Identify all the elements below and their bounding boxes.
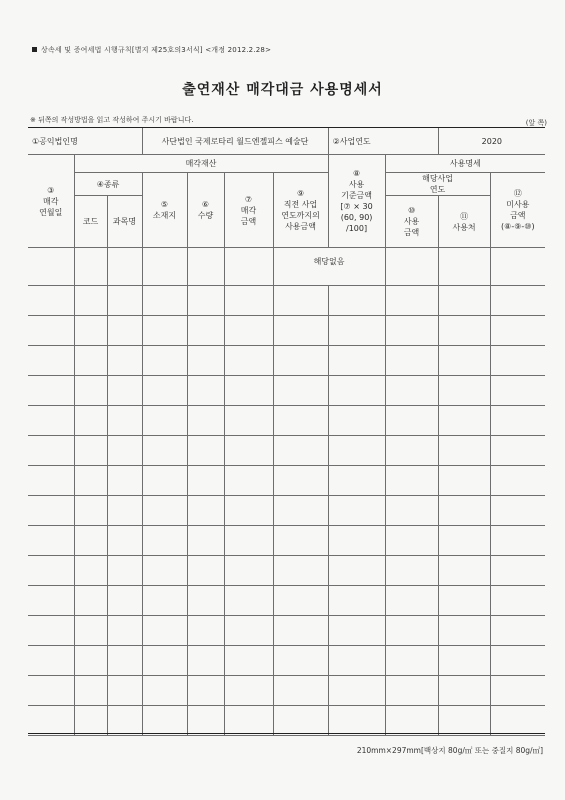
table-row [28,496,545,526]
col-code: 코드 [74,196,107,248]
table-row [28,316,545,346]
table-row [28,286,545,316]
col-base-amount: ⑧ 사용 기준금액 [⑦ × 30 (60, 90) /100] [328,155,385,248]
table-row [28,676,545,706]
none-text: 해당없음 [273,248,385,286]
header-row-1 [28,155,545,173]
col-unused-amount: ⑫ 미사용 금액 (⑧-⑨-⑩) [490,173,545,248]
table-row [28,556,545,586]
table-row [28,646,545,676]
table-row [28,436,545,466]
instruction-note: ※ 뒤쪽의 작성방법을 읽고 작성하여 주시기 바랍니다. [30,116,194,124]
table-row [28,616,545,646]
col-quantity: ⑥ 수량 [187,173,224,248]
table-row [28,526,545,556]
col-sale-amount: ⑦ 매각 금액 [224,173,273,248]
info-row [28,128,545,155]
table-row [28,406,545,436]
col-usage-place: ⑪ 사용처 [438,196,490,248]
paper-spec: 210mm×297mm[백상지 80g/㎡ 또는 중질지 80g/㎡] [356,746,543,755]
page-side-label: (앞 쪽) [525,119,547,127]
table-row [28,248,545,286]
col-kind: ④종류 [74,173,142,196]
header-row-2 [28,173,545,175]
col-prior-used: ⑨ 직전 사업 연도까지의 사용금액 [273,173,328,248]
col-account-name: 과목명 [107,196,142,248]
table-row [28,706,545,736]
square-bullet-icon [32,47,37,52]
table-row [28,346,545,376]
org-name-label: ①공익법인명 [28,128,142,155]
col-group-sold-property: 매각재산 [74,155,328,173]
table-row [28,376,545,406]
business-year-label: ②사업연도 [328,128,438,155]
usage-statement-table [28,128,545,736]
table-row [28,586,545,616]
table-row [28,466,545,496]
bottom-rule [28,733,545,734]
col-sale-date: ③ 매각 연월일 [28,155,74,248]
page-title: 출연재산 매각대금 사용명세서 [182,82,383,98]
col-location: ⑤ 소재지 [142,173,187,248]
col-used-amount: ⑩ 사용 금액 [385,196,438,248]
col-group-current-year: 해당사업 연도 [385,173,490,196]
form-regulation-note: 상속세 및 증여세법 시행규칙[별지 제25호의3서식] <개정 2012.2.28> [32,45,271,55]
col-group-usage: 사용명세 [385,155,545,173]
business-year-value[interactable]: 2020 [438,128,545,155]
org-name-value[interactable]: 사단법인 국제로타리 월드엔젤피스 예술단 [142,128,328,155]
